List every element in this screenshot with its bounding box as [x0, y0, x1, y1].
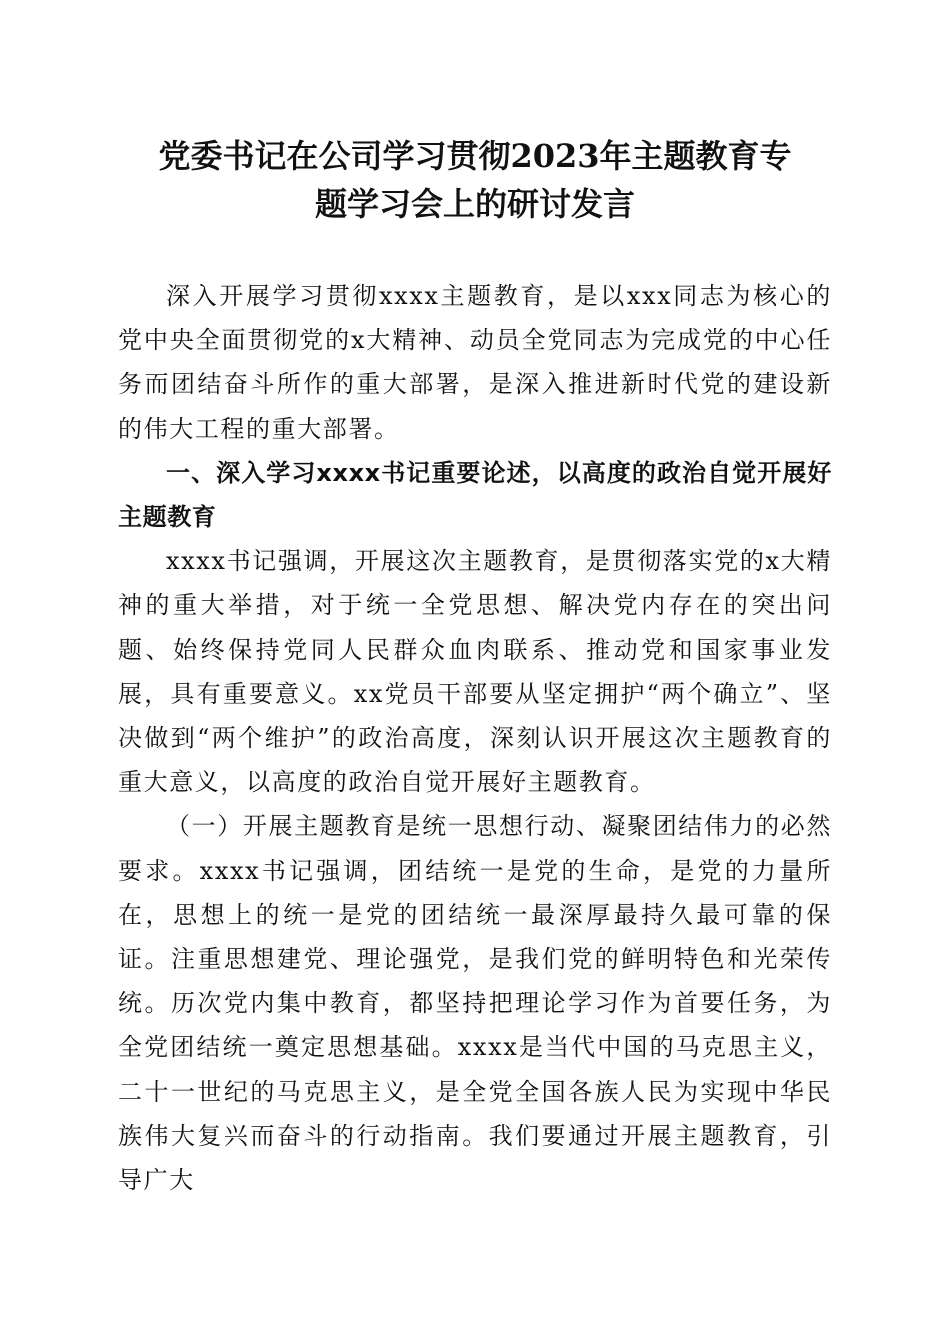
intro-paragraph: 深入开展学习贯彻xxxx主题教育，是以xxx同志为核心的党中央全面贯彻党的x大精神、动员全党同志为完成党的中心任务而团结奋斗所作的重大部署，是深入推进新时代党的建设新的伟大工程的重大部署。 — [118, 282, 832, 443]
subsection-paragraph-1: （一）开展主题教育是统一思想行动、凝聚团结伟力的必然要求。xxxx书记强调，团结统一是党的生命，是党的力量所在，思想上的统一是党的团结统一最深厚最持久最可靠的保证。注重思想建党、理论强党，是我们党的鲜明特色和光荣传统。历次党内集中教育，都坚持把理论学习作为首要任务，为全党团结统一奠定思想基础。xxxx是当代中国的马克思主义，二十一世纪的马克思主义，是全党全国各族人民为实现中华民族伟大复兴而奋斗的行动指南。我们要通过开展主题教育，引导广大 — [118, 812, 832, 1195]
title-line-1: 党委书记在公司学习贯彻2023年主题教育专 — [158, 137, 792, 175]
section-heading-1: 一、深入学习xxxx书记重要论述，以高度的政治自觉开展好主题教育 — [118, 458, 832, 532]
title-line-2: 题学习会上的研讨发言 — [314, 185, 635, 223]
document-title — [100, 132, 850, 228]
body-paragraph: xxxx书记强调，开展这次主题教育，是贯彻落实党的x大精神的重大举措，对于统一全党思想、解决党内存在的突出问题、始终保持党同人民群众血肉联系、推动党和国家事业发展，具有重要意义。xx党员干部要从坚定拥护“两个确立”、坚决做到“两个维护”的政治高度，深刻认识开展这次主题教育的重大意义，以高度的政治自觉开展好主题教育。 — [118, 547, 832, 797]
document-body — [118, 274, 832, 1202]
